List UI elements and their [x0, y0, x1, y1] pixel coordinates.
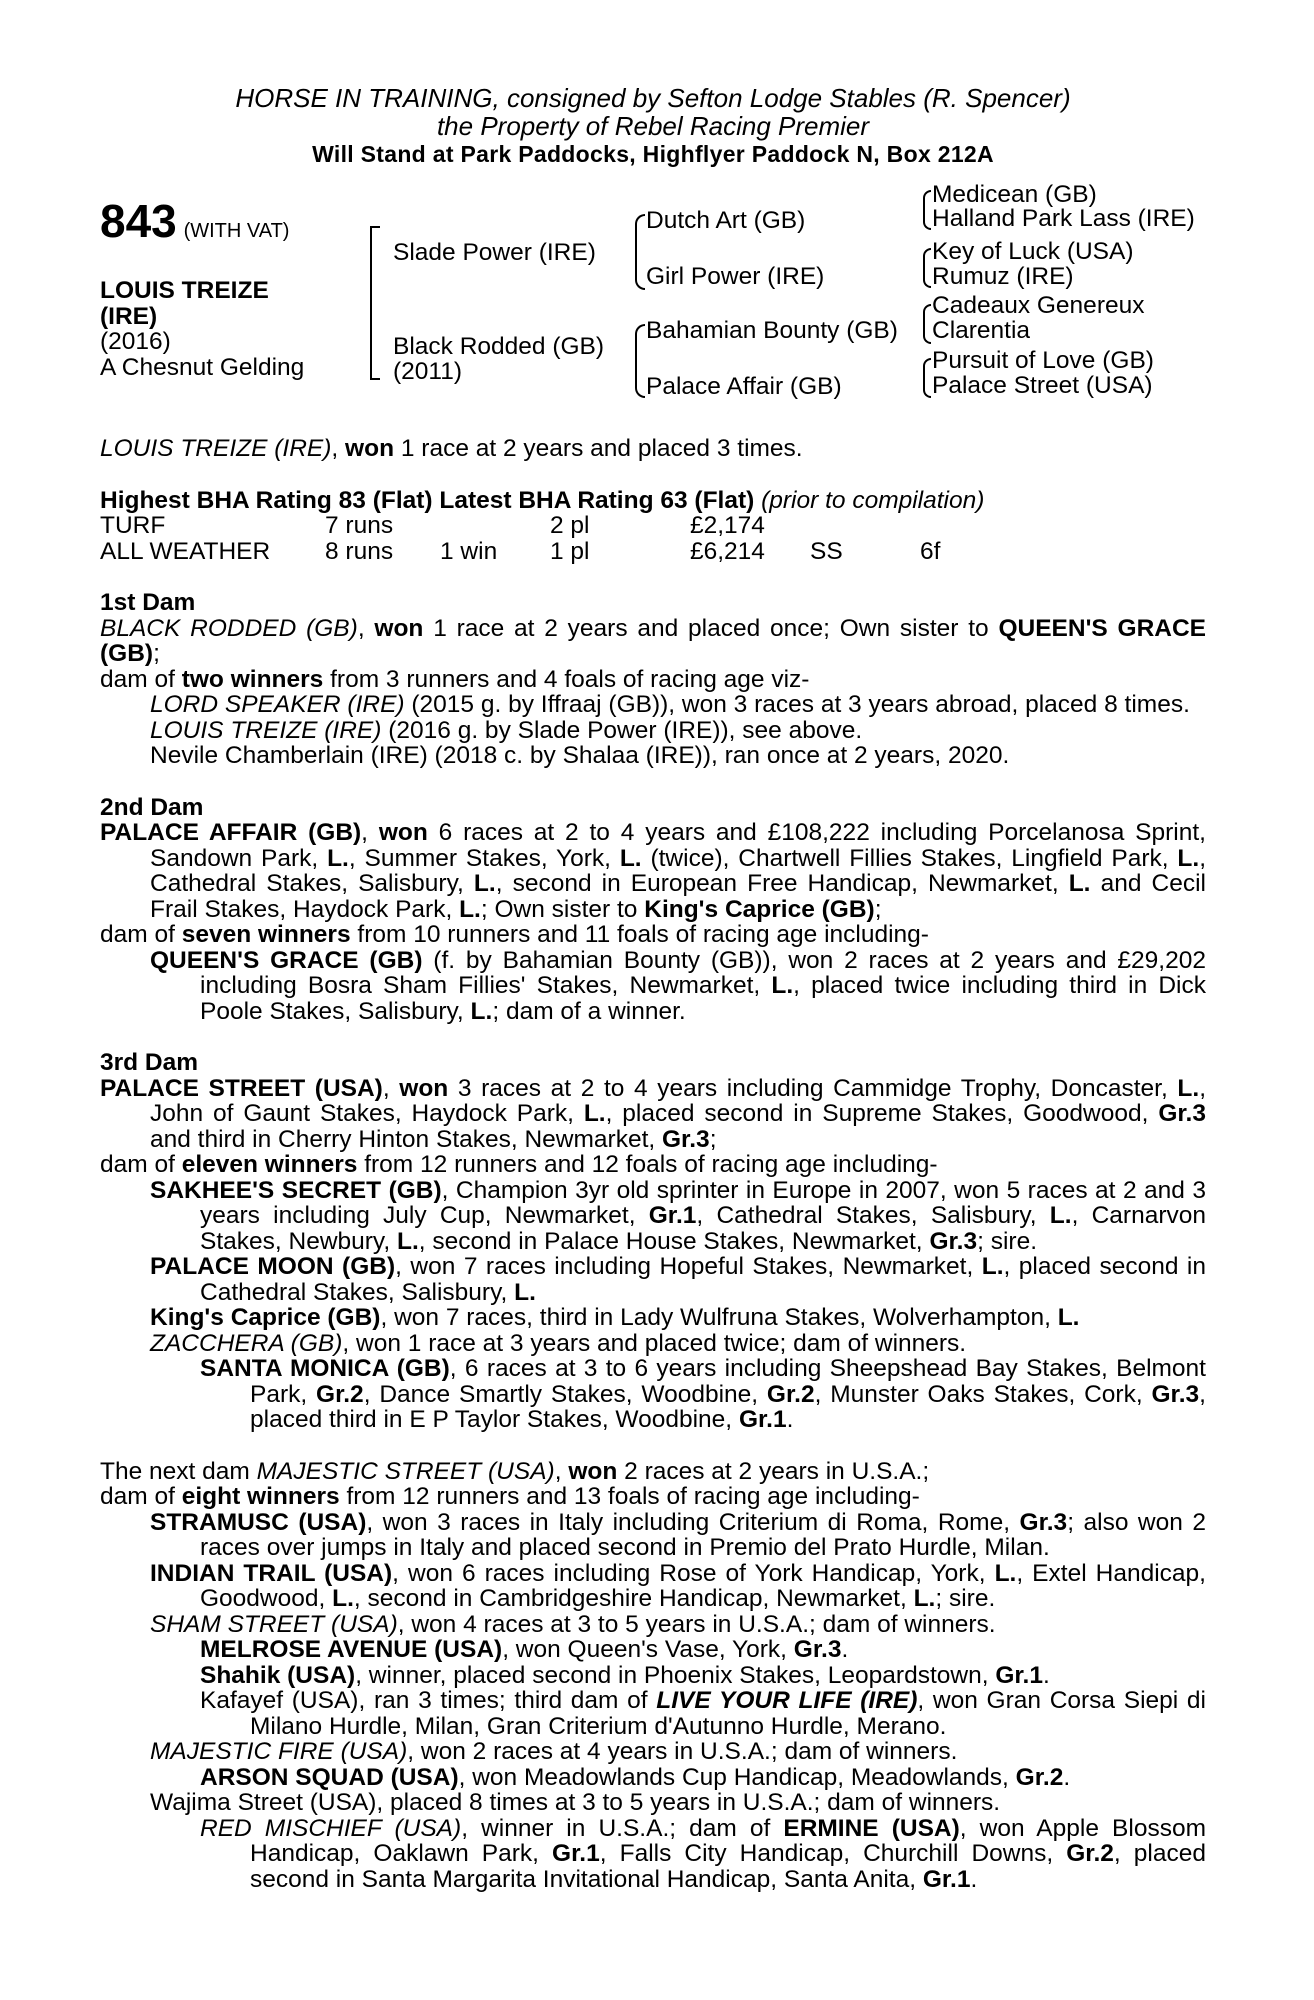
- dsd: Clarentia: [932, 317, 1031, 344]
- produce-item: PALACE MOON (GB), won 7 races including Hopeful Stakes, Newmarket, L., placed second in Cathedral Stakes, Salisbury, L.: [150, 1253, 1206, 1306]
- stabling-line: Will Stand at Park Paddocks, Highflyer Paddock N, Box 212A: [312, 141, 994, 167]
- stats-cell: 2 pl: [550, 512, 590, 539]
- stats-cell: [440, 513, 550, 539]
- pedigree-block: [100, 181, 1206, 416]
- ddd: Palace Street (USA): [932, 372, 1153, 399]
- sire-dam: Girl Power (IRE): [646, 263, 825, 290]
- produce-item: ARSON SQUAD (USA), won Meadowlands Cup Handicap, Meadowlands, Gr.2.: [200, 1763, 1071, 1791]
- dam-sire: Bahamian Bounty (GB): [646, 317, 898, 344]
- second-dam-section: [100, 795, 1206, 1025]
- section-heading: 3rd Dam: [100, 1049, 199, 1076]
- stats-table: [100, 513, 1206, 564]
- third-dam-section: [100, 1050, 1206, 1433]
- lot-number: 843: [100, 195, 177, 247]
- produce-item: QUEEN'S GRACE (GB) (f. by Bahamian Bounty (GB)), won 2 races at 2 years and £29,202 including Bosra Sham Fillies' Stakes, Newmarket, L., placed twice including third in Dick Poole Stakes, Salisbury, L.; dam of a winner.: [150, 946, 1206, 1025]
- stats-cell: TURF: [100, 512, 166, 539]
- stats-cell: 6f: [920, 537, 941, 565]
- stats-cell: 1 win: [440, 537, 498, 565]
- stats-cell: £2,174: [690, 512, 765, 539]
- produce-item: Nevile Chamberlain (IRE) (2018 c. by Shalaa (IRE)), ran once at 2 years, 2020.: [150, 742, 1010, 769]
- produce-item: Kafayef (USA), ran 3 times; third dam of LIVE YOUR LIFE (IRE), won Gran Corsa Siepi di Milano Hurdle, Milan, Gran Criterium d'Autunno Hurdle, Merano.: [200, 1687, 1206, 1740]
- property-line: the Property of Rebel Racing Premier: [436, 111, 870, 141]
- first-dam-section: [100, 590, 1206, 769]
- lot-number-line: [100, 196, 289, 246]
- produce-item: LORD SPEAKER (IRE) (2015 g. by Iffraaj (GB)), won 3 races at 3 years abroad, placed 8 times.: [150, 691, 1190, 718]
- sss: Medicean (GB): [932, 181, 1097, 208]
- stats-cell: SS: [810, 537, 843, 565]
- stats-cell: 8 runs: [325, 537, 394, 565]
- produce-item: STRAMUSC (USA), won 3 races in Italy including Criterium di Roma, Rome, Gr.3; also won 2 races over jumps in Italy and placed second in Premio del Prato Hurdle, Milan.: [150, 1508, 1206, 1561]
- dam-year: (2011): [393, 358, 463, 385]
- sdd: Rumuz (IRE): [932, 263, 1074, 290]
- dam-entry: The next dam MAJESTIC STREET (USA), won 2 races at 2 years in U.S.A.;: [100, 1457, 930, 1485]
- section-heading: 2nd Dam: [100, 793, 204, 821]
- dds: Pursuit of Love (GB): [932, 347, 1154, 374]
- sire: Slade Power (IRE): [393, 239, 596, 266]
- produce-summary: dam of two winners from 3 runners and 4 foals of racing age viz-: [100, 665, 810, 693]
- brace-2: [923, 248, 931, 288]
- stats-cell: 7 runs: [325, 512, 394, 539]
- dam: Black Rodded (GB): [393, 333, 605, 360]
- dam-dam: Palace Affair (GB): [646, 373, 842, 400]
- sds: Key of Luck (USA): [932, 238, 1134, 265]
- rating-line: Highest BHA Rating 83 (Flat) Latest BHA Rating 63 (Flat) (prior to compilation): [100, 486, 985, 514]
- sire-line-brace: [635, 214, 645, 290]
- consignor-line: HORSE IN TRAINING, consigned by Sefton Lodge Stables (R. Spencer): [235, 83, 1071, 113]
- horse-name-2: (IRE): [100, 303, 158, 330]
- produce-item: ZACCHERA (GB), won 1 race at 3 years and placed twice; dam of winners.: [150, 1329, 967, 1357]
- brace-3: [923, 304, 931, 344]
- horse-year: (2016): [100, 328, 171, 355]
- stats-cell: [920, 513, 980, 539]
- produce-summary: dam of seven winners from 10 runners and 11 foals of racing age including-: [100, 921, 929, 948]
- produce-item: SAKHEE'S SECRET (GB), Champion 3yr old sprinter in Europe in 2007, won 5 races at 2 and 3 years including July Cup, Newmarket, Gr.1, Cathedral Stakes, Salisbury, L., Carnarvon Stakes, Newbury, L., second in Palace House Stakes, Newmarket, Gr.3; sire.: [150, 1176, 1207, 1255]
- stats-cell: 1 pl: [550, 537, 590, 565]
- vat-note: (WITH VAT): [183, 220, 290, 242]
- ssd: Halland Park Lass (IRE): [932, 205, 1195, 232]
- produce-item: RED MISCHIEF (USA), winner in U.S.A.; dam of ERMINE (USA), won Apple Blossom Handicap, Oaklawn Park, Gr.1, Falls City Handicap, Churchill Downs, Gr.2, placed second in Santa Margarita Invitational Handicap, Santa Anita, Gr.1.: [200, 1814, 1206, 1893]
- produce-item: MAJESTIC FIRE (USA), won 2 races at 4 years in U.S.A.; dam of winners.: [150, 1738, 958, 1765]
- brace-4: [923, 358, 931, 398]
- sire-dam-brace: [370, 226, 380, 380]
- dam-line-brace: [635, 324, 645, 398]
- produce-item: Shahik (USA), winner, placed second in Phoenix Stakes, Leopardstown, Gr.1.: [200, 1661, 1050, 1689]
- brace-1: [923, 190, 931, 230]
- produce-item: Wajima Street (USA), placed 8 times at 3 to 5 years in U.S.A.; dam of winners.: [150, 1789, 1001, 1816]
- section-heading: 1st Dam: [100, 589, 196, 616]
- sire-sire: Dutch Art (GB): [646, 207, 806, 234]
- produce-item: INDIAN TRAIL (USA), won 6 races including Rose of York Handicap, York, L., Extel Handicap, Goodwood, L., second in Cambridgeshire Handicap, Newmarket, L.; sire.: [150, 1559, 1206, 1612]
- stats-cell: £6,214: [690, 537, 765, 565]
- next-dam-section: [100, 1459, 1206, 1893]
- produce-item: LOUIS TREIZE (IRE) (2016 g. by Slade Power (IRE)), see above.: [150, 716, 863, 744]
- produce-summary: dam of eight winners from 12 runners and 13 foals of racing age including-: [100, 1483, 920, 1510]
- produce-item: SANTA MONICA (GB), 6 races at 3 to 6 years including Sheepshead Bay Stakes, Belmont Park, Gr.2, Dance Smartly Stakes, Woodbine, Gr.2, Munster Oaks Stakes, Cork, Gr.3, placed third in E P Taylor Stakes, Woodbine, Gr.1.: [200, 1355, 1206, 1433]
- stats-cell: ALL WEATHER: [100, 537, 271, 565]
- rating-block: [100, 488, 1206, 565]
- produce-item: King's Caprice (GB), won 7 races, third in Lady Wulfruna Stakes, Wolverhampton, L.: [150, 1304, 1080, 1331]
- dss: Cadeaux Genereux: [932, 292, 1145, 319]
- race-summary: LOUIS TREIZE (IRE), won 1 race at 2 years and placed 3 times.: [100, 435, 803, 462]
- stats-cell: [810, 513, 920, 539]
- horse-description: A Chesnut Gelding: [100, 354, 305, 381]
- dam-entry: BLACK RODDED (GB), won 1 race at 2 years and placed once; Own sister to QUEEN'S GRACE (GB);: [100, 614, 1206, 667]
- produce-item: SHAM STREET (USA), won 4 races at 3 to 5 years in U.S.A.; dam of winners.: [150, 1610, 996, 1638]
- dam-entry: PALACE STREET (USA), won 3 races at 2 to 4 years including Cammidge Trophy, Doncaster, L., John of Gaunt Stakes, Haydock Park, L., placed second in Supreme Stakes, Goodwood, Gr.3 and third in Cherry Hinton Stakes, Newmarket, Gr.3;: [100, 1074, 1207, 1153]
- catalogue-page: [100, 84, 1206, 1892]
- produce-summary: dam of eleven winners from 12 runners and 12 foals of racing age including-: [100, 1151, 938, 1178]
- dam-entry: PALACE AFFAIR (GB), won 6 races at 2 to 4 years and £108,222 including Porcelanosa Sprint, Sandown Park, L., Summer Stakes, York, L. (twice), Chartwell Fillies Stakes, Lingfield Park, L., Cathedral Stakes, Salisbury, L., second in European Free Handicap, Newmarket, L. and Cecil Frail Stakes, Haydock Park, L.; Own sister to King's Caprice (GB);: [100, 819, 1206, 923]
- produce-item: MELROSE AVENUE (USA), won Queen's Vase, York, Gr.3.: [200, 1636, 849, 1663]
- horse-name-1: LOUIS TREIZE: [100, 277, 269, 304]
